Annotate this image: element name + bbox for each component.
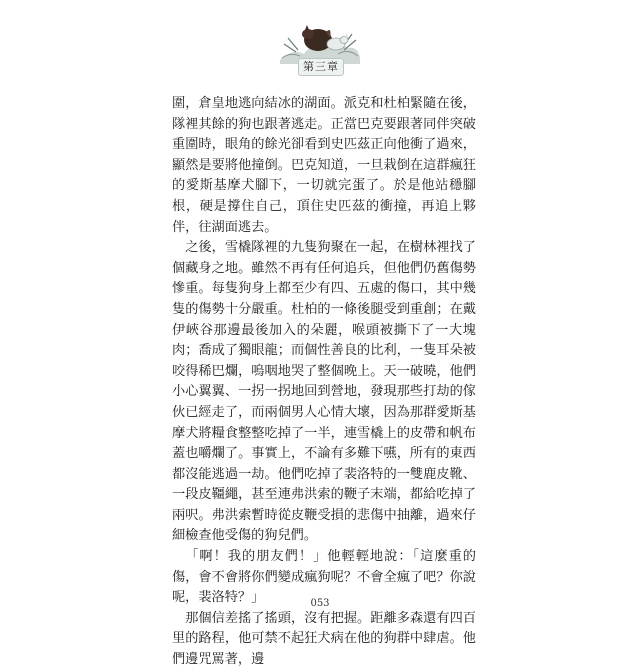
paragraph-1: 圍，倉皇地逃向結冰的湖面。派克和杜柏緊隨在後，隊裡其餘的狗也跟著逃走。正當巴克要跟著同伴突破重圍時，眼角的餘光卻看到史匹茲正向他衝了過來，顯然是要將他撞倒。巴克知道，一旦栽倒在這群瘋狂的愛斯基摩犬腳下，一切就完蛋了。於是他站穩腳根，硬是撐住自己，頂住史匹茲的衝撞，再追上夥伴，往湖面逃去。 bbox=[172, 96, 476, 235]
body-text bbox=[172, 94, 476, 671]
chapter-label: 第三章 bbox=[298, 58, 344, 76]
paragraph-2: 之後，雪橇隊裡的九隻狗聚在一起，在樹林裡找了個藏身之地。雖然不再有任何追兵，但他們仍舊傷勢慘重。每隻狗身上都至少有四、五處的傷口，其中幾隻的傷勢十分嚴重。杜柏的一條後腿受到重創；在戴伊峽谷那邊最後加入的朵麗，喉頭被撕下了一大塊肉；喬成了獨眼龍；而個性善良的比利，一隻耳朵被咬得稀巴爛，嗚咽地哭了整個晚上。天一破曉，他們小心翼翼、一拐一拐地回到營地，發現那些打劫的傢伙已經走了，而兩個男人心情大壞，因為那群愛斯基摩犬將糧食整整吃掉了一半，連雪橇上的皮帶和帆布蓋也嚼爛了。事實上，不論有多難下嚥，所有的東西都沒能逃過一劫。他們吃掉了裴洛特的一雙鹿皮靴、一段皮韁繩，甚至連弗洪索的鞭子末端，都給吃掉了兩呎。弗洪索暫時從皮鞭受損的悲傷中抽離，過來仔細檢查他受傷的狗兒們。 bbox=[172, 240, 476, 544]
page-number: 053 bbox=[310, 598, 330, 609]
paragraph-4: 那個信差搖了搖頭，沒有把握。距離多森還有四百里的路程，他可禁不起狂犬病在他的狗群中肆虐。他們邊咒罵著，邊 bbox=[172, 610, 476, 668]
paragraph-3: 「啊！我的朋友們！」他輕輕地說：「這麼重的傷，會不會將你們變成瘋狗呢？不會全瘋了吧？你說呢，裴洛特？」 bbox=[172, 549, 476, 606]
chapter-header bbox=[278, 14, 362, 76]
